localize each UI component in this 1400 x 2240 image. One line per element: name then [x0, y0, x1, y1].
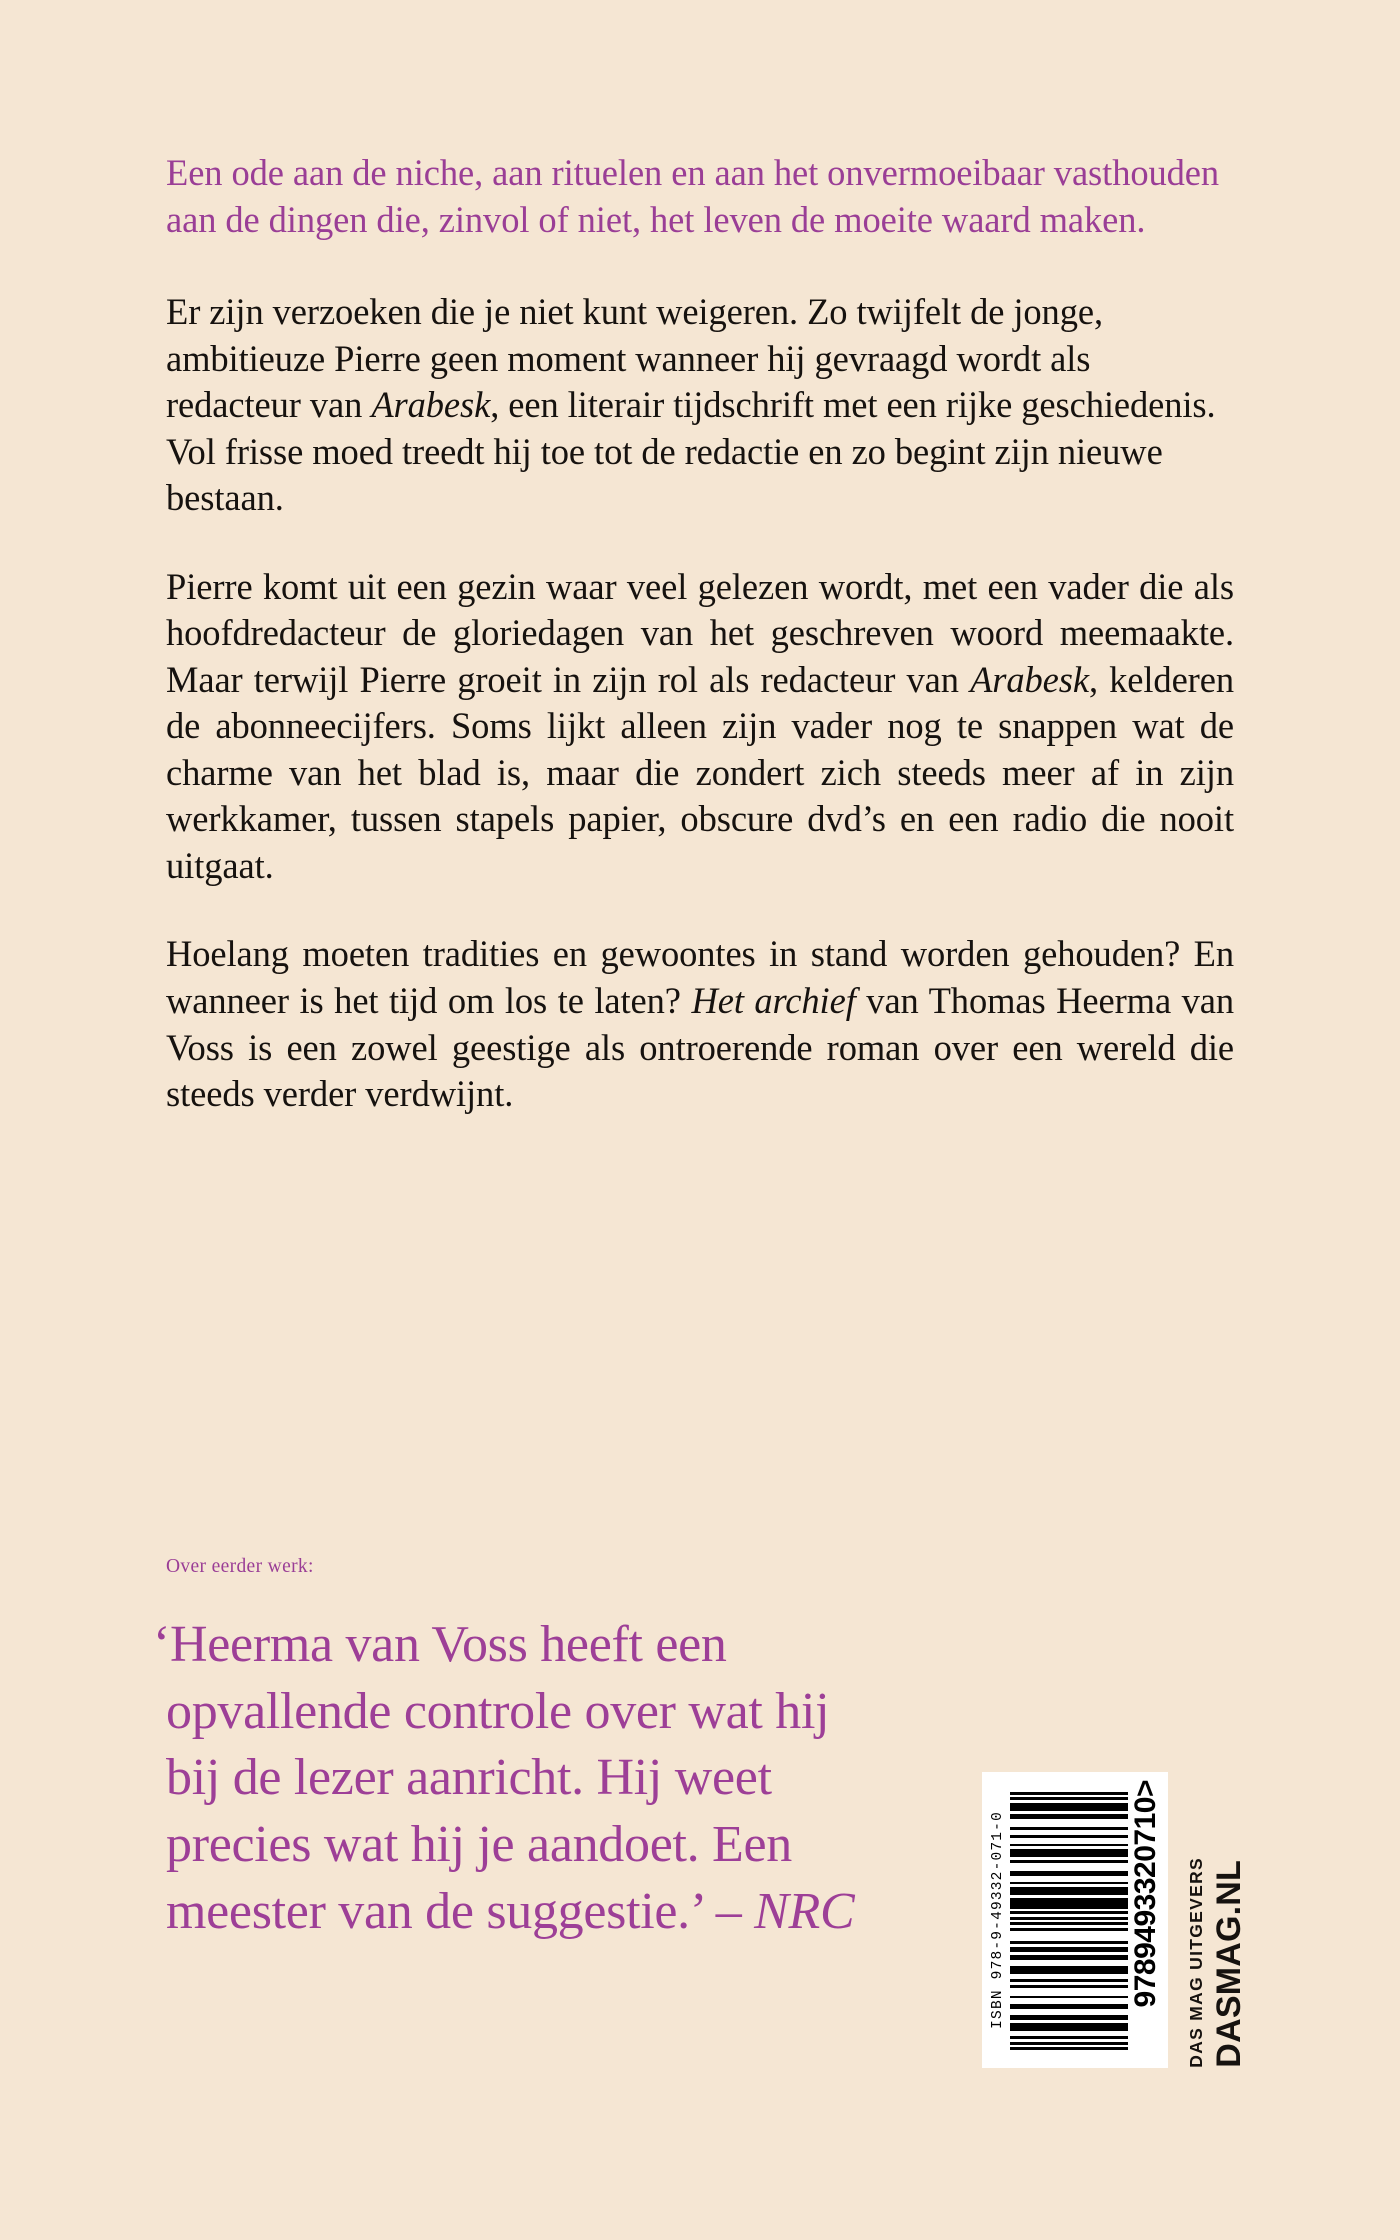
synopsis-paragraph-3 [166, 931, 1234, 1117]
ean-suffix: > [1129, 1780, 1162, 1798]
synopsis-paragraph-1 [166, 289, 1234, 522]
magazine-title-arabesk-1: Arabesk [371, 384, 491, 426]
isbn-number-text: ISBN 978-9-49332-071-0 [990, 1811, 1006, 2029]
paragraph-2-part-b: , kelderen de abonneecijfers. Soms lijkt alleen zijn vader nog te snappen wat de charme van het blad is, maar die zondert zich steeds meer af in zijn werkkamer, tussen stapels papier, obscure dvd’s en een radio die nooit uitgaat. [166, 658, 1234, 886]
magazine-title-arabesk-2: Arabesk [970, 658, 1089, 700]
synopsis-paragraph-2 [166, 564, 1234, 890]
barcode-bars [1010, 1792, 1129, 2050]
press-quote-label: Over eerder werk: [166, 1556, 314, 1577]
paragraph-2-part-a: Pierre komt uit een gezin waar veel gelezen wordt, met een vader die als hoofdredacteur de gloriedagen van het geschreven woord meemaakte. Maar terwijl Pierre groeit in zijn rol als redacteur van [166, 565, 1234, 700]
press-quote [153, 1612, 886, 1945]
ean-digits: 9789493320710 [1129, 1797, 1162, 2008]
paragraph-3-part-b: van Thomas Heerma van Voss is een zowel geestige als ontroerende roman over een wereld die steeds verder verdwijnt. [166, 979, 1234, 1115]
press-quote-text: ‘Heerma van Voss heeft een opvallende controle over wat hij bij de lezer aanricht. Hij weet precies wat hij je aandoet. Een meester van de suggestie.’ – [153, 1616, 830, 1940]
press-quote-section [153, 1555, 886, 1945]
isbn-barcode [982, 1772, 1168, 2068]
tagline: Een ode aan de niche, aan rituelen en aan het onvermoeibaar vasthouden aan de dingen die, zinvol of niet, het leven de moeite waard maken. [166, 152, 1220, 240]
paragraph-3-part-a: Hoelang moeten tradities en gewoontes in stand worden gehouden? En wanneer is het tijd om los te laten? [166, 933, 1234, 1021]
publisher-name: DAS MAG UITGEVERS [1186, 1857, 1206, 2068]
press-quote-source: NRC [754, 1882, 855, 1940]
paragraph-1-part-b: , een literair tijdschrift met een rijke geschiedenis. Vol frisse moed treedt hij toe tot de redactie en zo begint zijn nieuwe bestaan. [166, 384, 1216, 519]
book-title-het-archief: Het archief [691, 979, 856, 1021]
publisher-imprint [1188, 1772, 1246, 2068]
blurb-text-column [166, 150, 1234, 1118]
ean-number-text [1131, 1780, 1161, 2007]
publisher-website: DASMAG.NL [1209, 1860, 1248, 2068]
paragraph-1-part-a: Er zijn verzoeken die je niet kunt weigeren. Zo twijfelt de jonge, ambitieuze Pierre geen moment wanneer hij gevraagd wordt als redacteur van [166, 291, 1103, 426]
